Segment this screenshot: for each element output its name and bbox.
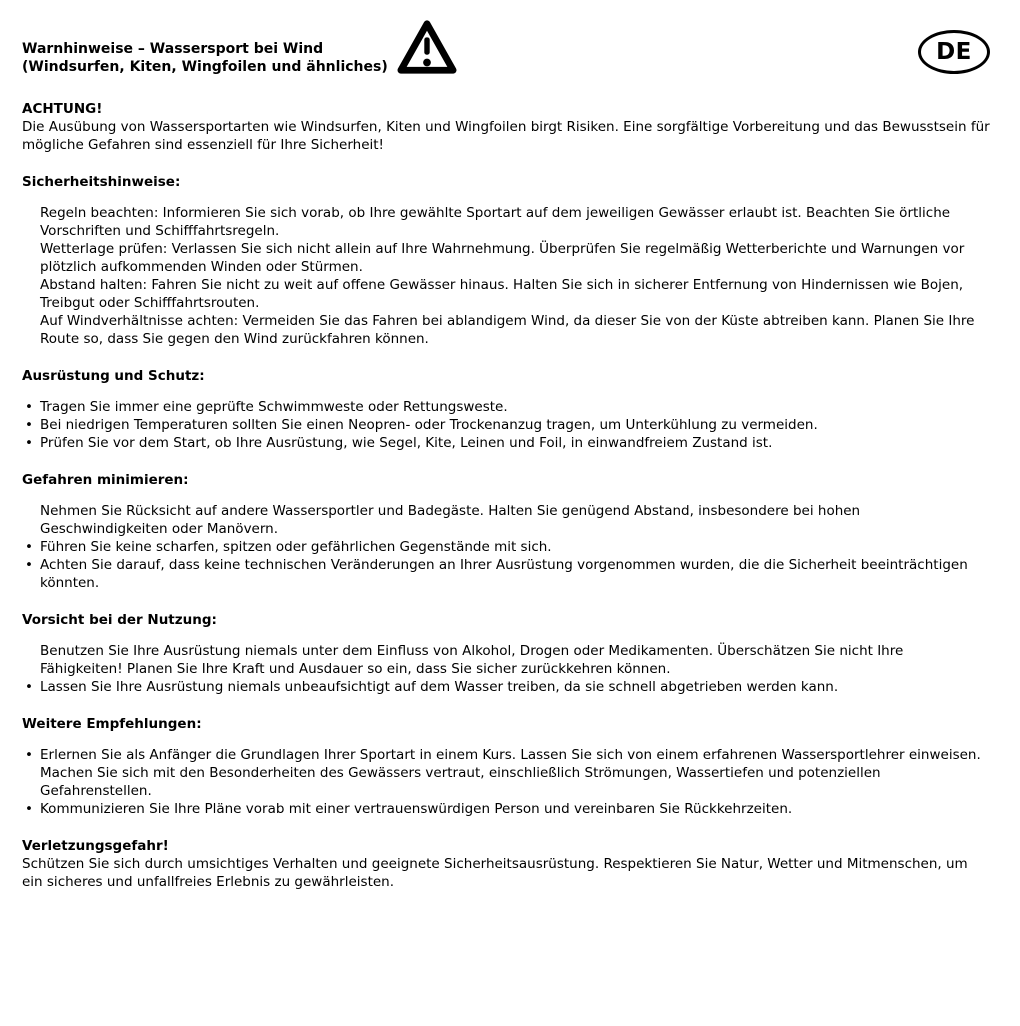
- list-item: [22, 800, 990, 818]
- section-heading: ACHTUNG!: [22, 101, 103, 117]
- list-item-text: Prüfen Sie vor dem Start, ob Ihre Ausrüstung, wie Segel, Kite, Leinen und Foil, in einwandfreiem Zustand ist.: [40, 435, 773, 451]
- page-title: [22, 40, 388, 76]
- section-heading: Sicherheitshinweise:: [22, 174, 181, 190]
- list-item-text: Wetterlage prüfen: Verlassen Sie sich nicht allein auf Ihre Wahrnehmung. Überprüfen Sie regelmäßig Wetterberichte und Warnungen vor plötzlich aufkommenden Winden oder Stürmen.: [40, 241, 965, 275]
- list-item: [22, 556, 990, 592]
- bullet-marker: •: [25, 417, 33, 433]
- bullet-marker: •: [25, 399, 33, 415]
- bullet-marker: •: [25, 679, 33, 695]
- list-item: [22, 678, 990, 696]
- section-vorsicht: [22, 611, 990, 696]
- paragraph: Die Ausübung von Wassersportarten wie Windsurfen, Kiten und Wingfoilen birgt Risiken. Eine sorgfältige Vorbereitung und das Bewusstsein für mögliche Gefahren sind essenziell für Ihre Sicherheit!: [22, 119, 990, 153]
- list-item-text: Erlernen Sie als Anfänger die Grundlagen Ihrer Sportart in einem Kurs. Lassen Sie sich von einem erfahrenen Wassersportlehrer einweisen.: [40, 747, 981, 763]
- section-ausruestung: [22, 367, 990, 452]
- list-item-text: Bei niedrigen Temperaturen sollten Sie einen Neopren- oder Trockenanzug tragen, um Unterkühlung zu vermeiden.: [40, 417, 818, 433]
- list-item: [22, 746, 990, 764]
- language-badge-text: DE: [936, 39, 972, 65]
- list-item: [22, 416, 990, 434]
- list-item-text: Nehmen Sie Rücksicht auf andere Wassersportler und Badegäste. Halten Sie genügend Abstand, insbesondere bei hohen Geschwindigkeiten oder Manövern.: [40, 503, 861, 537]
- list-item: [22, 398, 990, 416]
- list-item-text: Machen Sie sich mit den Besonderheiten des Gewässers vertraut, einschließlich Strömungen, Wassertiefen und potenziellen Gefahrenstellen.: [40, 765, 881, 799]
- list-item-text: Abstand halten: Fahren Sie nicht zu weit auf offene Gewässer hinaus. Halten Sie sich in sicherer Entfernung von Hindernissen wie Bojen, Treibgut oder Schifffahrtsrouten.: [40, 277, 964, 311]
- warning-triangle-icon: [396, 18, 458, 81]
- list-item-text: Achten Sie darauf, dass keine technischen Veränderungen an Ihrer Ausrüstung vorgenommen wurden, die die Sicherheit beeinträchtigen könnten.: [40, 557, 968, 591]
- page-title-line1: Warnhinweise – Wassersport bei Wind: [22, 41, 324, 57]
- section-sicherheitshinweise: [22, 173, 990, 348]
- list-item-text: Lassen Sie Ihre Ausrüstung niemals unbeaufsichtigt auf dem Wasser treiben, da sie schnell abgetrieben werden kann.: [40, 679, 839, 695]
- bullet-marker: •: [25, 747, 33, 763]
- list-item-text: Führen Sie keine scharfen, spitzen oder gefährlichen Gegenstände mit sich.: [40, 539, 552, 555]
- list-item: [22, 764, 990, 800]
- bullet-marker: •: [25, 539, 33, 555]
- section-heading: Gefahren minimieren:: [22, 472, 189, 488]
- list-item-text: Benutzen Sie Ihre Ausrüstung niemals unter dem Einfluss von Alkohol, Drogen oder Medikamenten. Überschätzen Sie nicht Ihre Fähigkeiten! Planen Sie Ihre Kraft und Ausdauer so ein, dass Sie sicher zurückkehren können.: [40, 643, 904, 677]
- section-heading: Vorsicht bei der Nutzung:: [22, 612, 217, 628]
- list-item: [22, 312, 990, 348]
- list-item: [22, 642, 990, 678]
- list-item-text: Auf Windverhältnisse achten: Vermeiden Sie das Fahren bei ablandigem Wind, da dieser Sie von der Küste abtreiben kann. Planen Sie Ihre Route so, dass Sie gegen den Wind zurückfahren können.: [40, 313, 975, 347]
- paragraph: Schützen Sie sich durch umsichtiges Verhalten und geeignete Sicherheitsausrüstung. Respektieren Sie Natur, Wetter und Mitmenschen, um ein sicheres und unfallfreies Erlebnis zu gewährleisten.: [22, 856, 968, 890]
- list-item: [22, 276, 990, 312]
- section-verletzungsgefahr: [22, 837, 990, 891]
- bullet-marker: •: [25, 435, 33, 451]
- list-item: [22, 502, 990, 538]
- section-empfehlungen: [22, 715, 990, 818]
- list-item-text: Regeln beachten: Informieren Sie sich vorab, ob Ihre gewählte Sportart auf dem jeweiligen Gewässer erlaubt ist. Beachten Sie örtliche Vorschriften und Schifffahrtsregeln.: [40, 205, 951, 239]
- list-item-text: Tragen Sie immer eine geprüfte Schwimmweste oder Rettungsweste.: [40, 399, 508, 415]
- section-heading: Ausrüstung und Schutz:: [22, 368, 205, 384]
- list-item: [22, 434, 990, 452]
- list-item: [22, 204, 990, 240]
- document-header: [22, 18, 990, 81]
- section-gefahren: [22, 471, 990, 592]
- list-item-text: Kommunizieren Sie Ihre Pläne vorab mit einer vertrauenswürdigen Person und vereinbaren Sie Rückkehrzeiten.: [40, 801, 793, 817]
- section-heading: Verletzungsgefahr!: [22, 838, 169, 854]
- section-heading: Weitere Empfehlungen:: [22, 716, 202, 732]
- bullet-marker: •: [25, 557, 33, 573]
- page-title-line2: (Windsurfen, Kiten, Wingfoilen und ähnliches): [22, 59, 388, 75]
- section-achtung: [22, 100, 990, 154]
- list-item: [22, 538, 990, 556]
- language-badge: [918, 30, 990, 74]
- bullet-marker: •: [25, 801, 33, 817]
- list-item: [22, 240, 990, 276]
